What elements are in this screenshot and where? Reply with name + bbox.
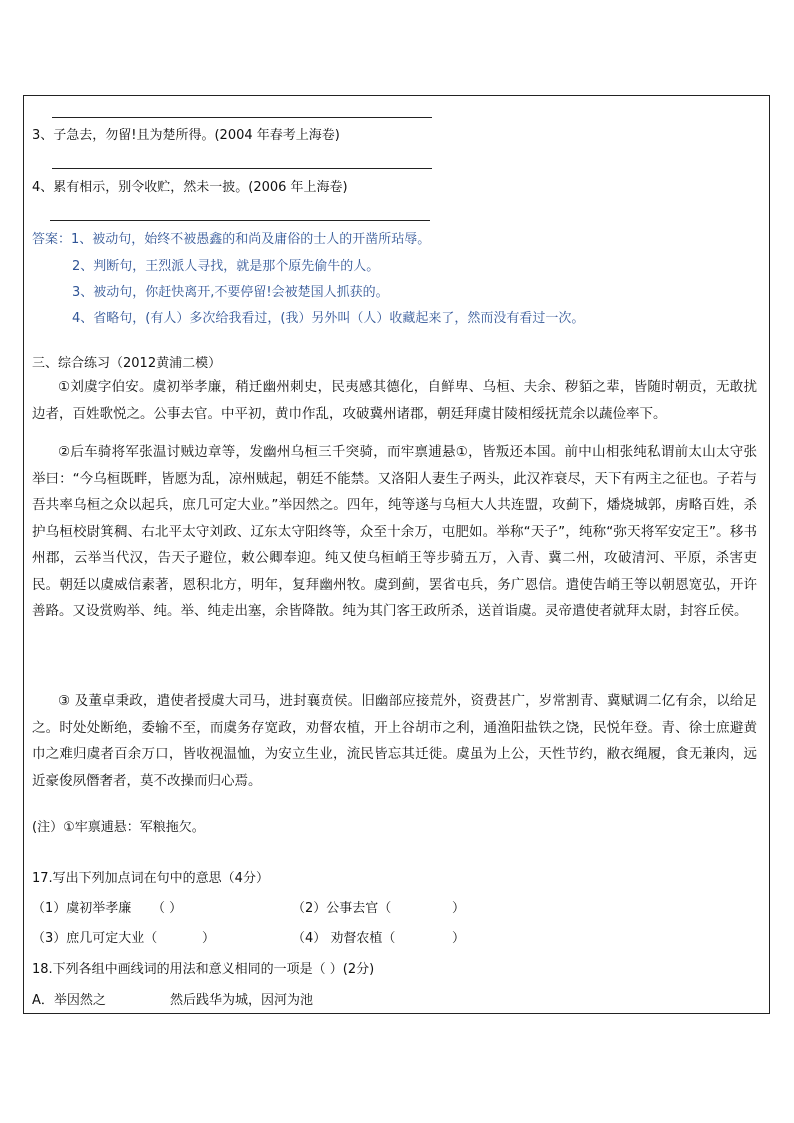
answer-blank-line[interactable] xyxy=(50,220,430,221)
answer-1: 答案：1、被动句，始终不被愚鑫的和尚及庸俗的士人的开凿所玷辱。 xyxy=(32,232,431,247)
q17-item-2-close[interactable]: ） xyxy=(452,901,466,916)
q17-item-1-blank[interactable]: （ ） xyxy=(152,901,183,916)
q18-option-a-left: A．举因然之 xyxy=(32,993,106,1008)
section-title: 三、综合练习（2012黄浦二模） xyxy=(32,356,222,371)
q17-item-3: （3）庶几可定大业（ xyxy=(32,931,158,946)
q17-item-4: （4） 劝督农植（ xyxy=(292,931,396,946)
passage-paragraph-1: ①刘虞字伯安。虞初举孝廉，稍迁幽州刺史，民夷感其德化，自鲜卑、乌桓、夫余、秽貊之辈，皆随时朝贡，无敢扰边者，百姓歌悦之。公事去官。中平初，黄巾作乱，攻破冀州诸郡，朝廷拜虞甘陵相绥抚荒余以蔬俭率下。 xyxy=(32,379,757,422)
passage-paragraph-3: ③ 及董卓秉政，遣使者授虞大司马，进封襄贲侯。旧幽部应接荒外，资费甚广，岁常割青、冀赋调二亿有余，以给足之。时处处断绝，委输不至，而虞务存宽政，劝督农植，开上谷胡市之利，通渔阳盐铁之饶，民悦年登。青、徐士庶避黄巾之难归虞者百余万口，皆收视温恤，为安立生业，流民皆忘其迁徙。虞虽为上公，天性节约，敝衣绳履，食无兼肉，远近豪俊夙僭奢者，莫不改操而归心焉。 xyxy=(32,693,757,789)
question-4: 4、累有相示，别令收贮，然未一披。(2006 年上海卷) xyxy=(32,180,348,195)
question-18-title: 18.下列各组中画线词的用法和意义相同的一项是（ ）(2分) xyxy=(32,962,375,977)
q18-option-a-right: 然后践华为城，因河为池 xyxy=(170,993,314,1008)
q17-item-3-close[interactable]: ） xyxy=(202,931,216,946)
answer-3: 3、被动句，你赶快离开,不要停留!会被楚国人抓获的。 xyxy=(72,285,389,300)
passage-note: (注）①牢禀逋悬：军粮拖欠。 xyxy=(32,820,205,835)
question-17-title: 17.写出下列加点词在句中的意思（4分） xyxy=(32,871,269,886)
q17-item-1: （1）虞初举孝廉 xyxy=(32,901,132,916)
passage-paragraph-2: ②后车骑将军张温讨贼边章等，发幽州乌桓三千突骑，而牢禀逋悬①，皆叛还本国。前中山相张纯私谓前太山太守张举曰：“今乌桓既畔，皆愿为乱，凉州贼起，朝廷不能禁。又洛阳人妻生子两头，此汉祚衰尽，天下有两主之征也。子若与吾共率乌桓之众以起兵，庶几可定大业。”举因然之。四年，纯等遂与乌桓大人共连盟，攻蓟下，燔烧城郭，虏略百姓，杀护乌桓校尉箕稠、右北平太守刘政、辽东太守阳终等，众至十余万，屯肥如。举称“天子”，纯称“弥天将军安定王”。移书州郡，云举当代汉，告天子避位，敕公卿奉迎。纯又使乌桓峭王等步骑五万，入青、冀二州，攻破清河、平原，杀害吏民。朝廷以虞威信素著，恩积北方，明年，复拜幽州牧。虞到蓟，罢省屯兵，务广恩信。遣使告峭王等以朝恩宽弘，开许善路。又设赏购举、纯。举、纯走出塞，余皆降散。纯为其门客王政所杀，送首诣虞。灵帝遣使者就拜太尉，封容丘侯。 xyxy=(32,444,757,619)
q17-item-2: （2）公事去官（ xyxy=(292,901,392,916)
answer-blank-line[interactable] xyxy=(52,117,432,118)
question-3: 3、子急去，勿留!且为楚所得。(2004 年春考上海卷) xyxy=(32,128,340,143)
answer-2: 2、判断句，王烈派人寻找，就是那个原先偷牛的人。 xyxy=(72,259,380,274)
answer-blank-line[interactable] xyxy=(52,168,432,169)
q17-item-4-close[interactable]: ） xyxy=(452,931,466,946)
answer-4: 4、省略句，(有人）多次给我看过，(我）另外叫（人）收藏起来了，然而没有看过一次。 xyxy=(72,311,585,326)
